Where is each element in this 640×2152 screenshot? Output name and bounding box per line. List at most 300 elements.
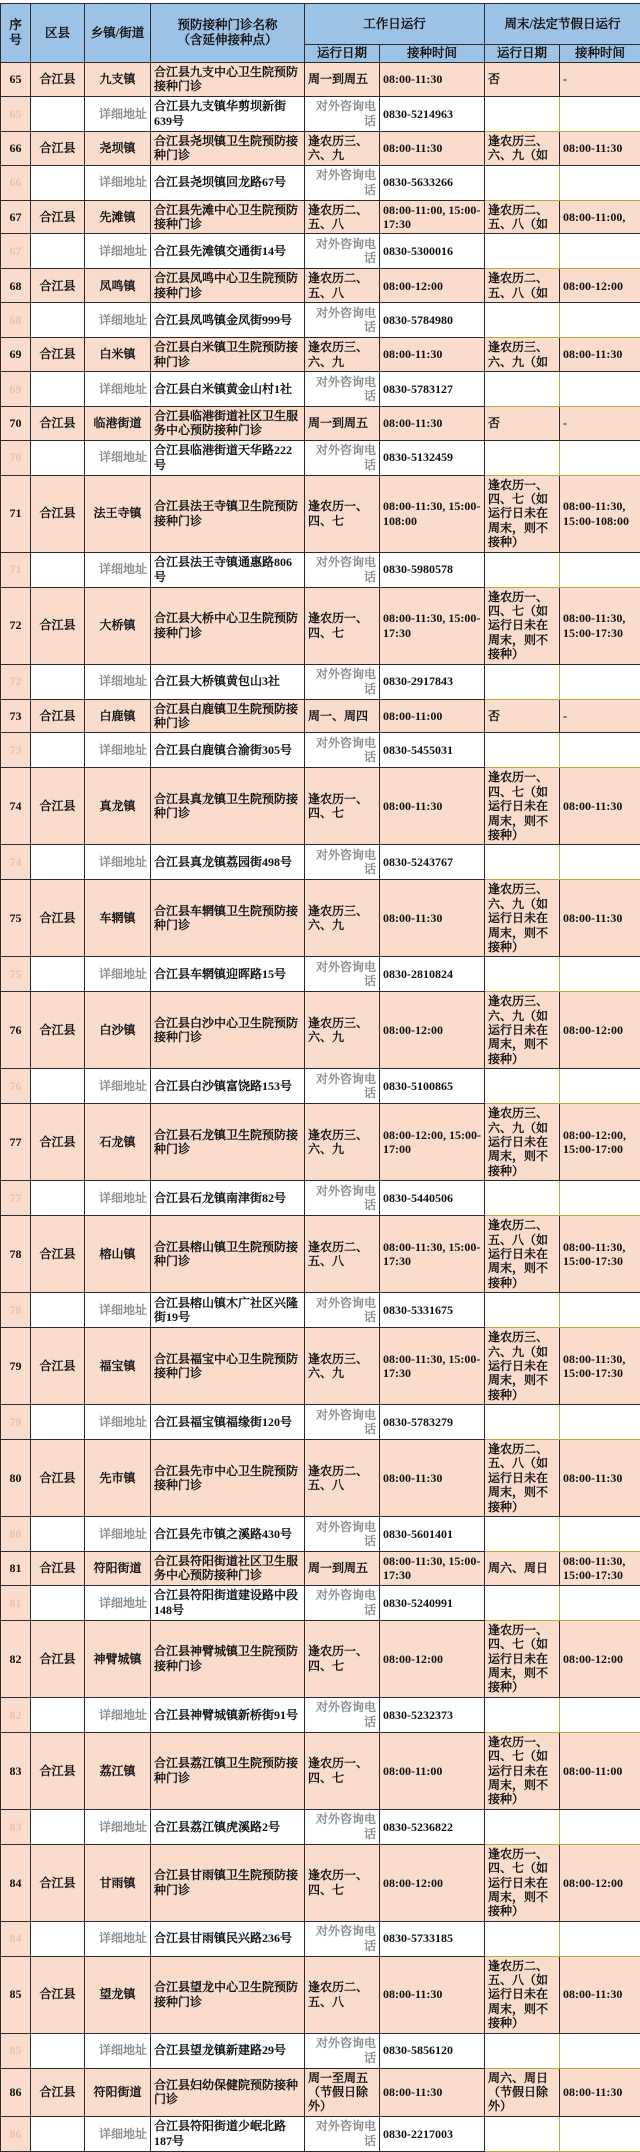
header-township: 乡镇/街道	[85, 4, 151, 63]
clinic-address-cell: 合江县尧坝镇回龙路67号	[151, 165, 305, 200]
clinic-row	[1, 1440, 640, 1517]
vaccination-clinic-table	[0, 3, 640, 2152]
consult-phone-label: 对外咨询电话	[305, 2033, 380, 2068]
township-cell: 福宝镇	[85, 1328, 151, 1405]
weekend-date-cell: 逢农历二、五、八（如	[485, 269, 560, 303]
clinic-name-cell: 合江县先滩中心卫生院预防接种门诊	[151, 200, 305, 234]
detail-serial-cell: 75	[1, 957, 31, 992]
clinic-address-cell: 合江县荔江镇虎溪路2号	[151, 1809, 305, 1844]
clinic-row	[1, 1216, 640, 1293]
weekend-time-empty-cell	[560, 1069, 640, 1104]
consult-phone-cell: 0830-5236822	[380, 1809, 485, 1844]
clinic-detail-row	[1, 303, 640, 338]
detail-address-label: 详细地址	[85, 440, 151, 475]
serial-cell: 79	[1, 1328, 31, 1405]
consult-phone-label: 对外咨询电话	[305, 957, 380, 992]
clinic-row	[1, 200, 640, 234]
district-cell: 合江县	[31, 1440, 85, 1517]
detail-district-cell	[31, 1517, 85, 1552]
detail-district-cell	[31, 165, 85, 200]
clinic-row	[1, 768, 640, 845]
weekday-time-cell: 08:00-11:30	[380, 1956, 485, 2033]
weekday-date-cell: 逢农历二、五、八	[305, 1216, 380, 1293]
weekday-time-cell: 08:00-11:30	[380, 131, 485, 165]
weekend-date-cell: 逢农历三、六、九（如运行日未在周末，则不接种）	[485, 992, 560, 1069]
township-cell: 临港街道	[85, 406, 151, 440]
weekday-date-cell: 周一至周五（节假日除外）	[305, 2068, 380, 2116]
clinic-address-cell: 合江县临港街道天华路222号	[151, 440, 305, 475]
clinic-name-cell: 合江县真龙镇卫生院预防接种门诊	[151, 768, 305, 845]
consult-phone-cell: 0830-5455031	[380, 733, 485, 768]
detail-serial-cell: 69	[1, 371, 31, 406]
clinic-row	[1, 1956, 640, 2033]
detail-address-label: 详细地址	[85, 1517, 151, 1552]
clinic-name-cell: 合江县法王寺镇卫生院预防接种门诊	[151, 475, 305, 552]
weekend-time-empty-cell	[560, 552, 640, 587]
clinic-name-cell: 合江县望龙中心卫生院预防接种门诊	[151, 1956, 305, 2033]
clinic-detail-row	[1, 1921, 640, 1956]
detail-serial-cell: 83	[1, 1809, 31, 1844]
weekend-time-empty-cell	[560, 1585, 640, 1620]
serial-cell: 85	[1, 1956, 31, 2033]
detail-address-label: 详细地址	[85, 1405, 151, 1440]
weekend-date-empty-cell	[485, 1697, 560, 1732]
consult-phone-label: 对外咨询电话	[305, 1921, 380, 1956]
clinic-detail-row	[1, 1697, 640, 1732]
weekend-time-empty-cell	[560, 303, 640, 338]
weekday-date-cell: 周一到周五	[305, 1552, 380, 1586]
weekend-time-cell: 08:00-11:30	[560, 131, 640, 165]
clinic-row	[1, 1732, 640, 1809]
consult-phone-label: 对外咨询电话	[305, 733, 380, 768]
clinic-detail-row	[1, 1069, 640, 1104]
township-cell: 真龙镇	[85, 768, 151, 845]
weekday-date-cell: 逢农历一、四、七	[305, 1620, 380, 1697]
header-district: 区县	[31, 4, 85, 63]
serial-cell: 78	[1, 1216, 31, 1293]
weekday-date-cell: 逢农历一、四、七	[305, 475, 380, 552]
weekend-date-cell: 逢农历一、四、七（如运行日未在周末，则不接种）	[485, 587, 560, 664]
clinic-detail-row	[1, 1585, 640, 1620]
weekend-time-cell: -	[560, 406, 640, 440]
weekend-date-empty-cell	[485, 165, 560, 200]
detail-address-label: 详细地址	[85, 733, 151, 768]
weekday-date-cell: 逢农历三、六、九	[305, 880, 380, 957]
detail-district-cell	[31, 1921, 85, 1956]
detail-address-label: 详细地址	[85, 165, 151, 200]
consult-phone-cell: 0830-5856120	[380, 2033, 485, 2068]
weekend-date-cell: 逢农历二、五、八（如	[485, 200, 560, 234]
consult-phone-cell: 0830-2217003	[380, 2116, 485, 2151]
township-cell: 荔江镇	[85, 1732, 151, 1809]
district-cell: 合江县	[31, 338, 85, 372]
detail-address-label: 详细地址	[85, 1585, 151, 1620]
weekend-time-empty-cell	[560, 2116, 640, 2151]
consult-phone-cell: 0830-5784980	[380, 303, 485, 338]
header-weekend-time: 接种时间	[560, 45, 640, 63]
weekend-time-cell: 08:00-11:30, 15:00-17:30	[560, 1328, 640, 1405]
consult-phone-label: 对外咨询电话	[305, 234, 380, 269]
weekend-time-cell: 08:00-11:30	[560, 2068, 640, 2116]
serial-cell: 82	[1, 1620, 31, 1697]
district-cell: 合江县	[31, 1104, 85, 1181]
detail-serial-cell: 66	[1, 165, 31, 200]
consult-phone-cell: 0830-5331675	[380, 1293, 485, 1328]
district-cell: 合江县	[31, 269, 85, 303]
consult-phone-cell: 0830-5240991	[380, 1585, 485, 1620]
weekend-date-empty-cell	[485, 1405, 560, 1440]
consult-phone-label: 对外咨询电话	[305, 1585, 380, 1620]
township-cell: 望龙镇	[85, 1956, 151, 2033]
consult-phone-label: 对外咨询电话	[305, 1809, 380, 1844]
clinic-detail-row	[1, 1517, 640, 1552]
clinic-row	[1, 406, 640, 440]
detail-serial-cell: 71	[1, 552, 31, 587]
detail-serial-cell: 80	[1, 1517, 31, 1552]
weekday-time-cell: 08:00-11:30	[380, 1440, 485, 1517]
consult-phone-label: 对外咨询电话	[305, 371, 380, 406]
clinic-row	[1, 475, 640, 552]
detail-district-cell	[31, 1697, 85, 1732]
detail-address-label: 详细地址	[85, 1697, 151, 1732]
weekend-date-empty-cell	[485, 845, 560, 880]
header-clinic-name-line1: 预防接种门诊名称	[154, 18, 301, 33]
header-weekend-run-date: 运行日期	[485, 45, 560, 63]
district-cell: 合江县	[31, 587, 85, 664]
detail-address-label: 详细地址	[85, 96, 151, 131]
weekday-time-cell: 08:00-11:30, 15:00-17:30	[380, 1328, 485, 1405]
weekend-date-cell: 否	[485, 63, 560, 97]
header-weekday-time: 接种时间	[380, 45, 485, 63]
detail-district-cell	[31, 845, 85, 880]
clinic-address-cell: 合江县符阳街道建设路中段148号	[151, 1585, 305, 1620]
clinic-row	[1, 2068, 640, 2116]
detail-district-cell	[31, 234, 85, 269]
consult-phone-cell: 0830-5100865	[380, 1069, 485, 1104]
weekend-date-cell: 逢农历一、四、七（如运行日未在周末，则不接种）	[485, 1620, 560, 1697]
clinic-row	[1, 880, 640, 957]
clinic-row	[1, 63, 640, 97]
consult-phone-cell: 0830-5132459	[380, 440, 485, 475]
detail-serial-cell: 76	[1, 1069, 31, 1104]
consult-phone-cell: 0830-2810824	[380, 957, 485, 992]
township-cell: 白米镇	[85, 338, 151, 372]
clinic-name-cell: 合江县符阳街道社区卫生服务中心预防接种门诊	[151, 1552, 305, 1586]
detail-serial-cell: 73	[1, 733, 31, 768]
district-cell: 合江县	[31, 2068, 85, 2116]
detail-serial-cell: 74	[1, 845, 31, 880]
weekend-time-empty-cell	[560, 1517, 640, 1552]
clinic-row	[1, 587, 640, 664]
consult-phone-label: 对外咨询电话	[305, 552, 380, 587]
weekend-date-empty-cell	[485, 552, 560, 587]
weekend-date-empty-cell	[485, 1181, 560, 1216]
detail-district-cell	[31, 1585, 85, 1620]
clinic-address-cell: 合江县真龙镇荔园街498号	[151, 845, 305, 880]
detail-district-cell	[31, 96, 85, 131]
township-cell: 凤鸣镇	[85, 269, 151, 303]
detail-district-cell	[31, 733, 85, 768]
weekday-time-cell: 08:00-12:00	[380, 269, 485, 303]
weekend-time-cell: 08:00-11:30, 15:00-17:30	[560, 1552, 640, 1586]
consult-phone-label: 对外咨询电话	[305, 1405, 380, 1440]
district-cell: 合江县	[31, 1620, 85, 1697]
township-cell: 先滩镇	[85, 200, 151, 234]
weekend-time-cell: 08:00-11:00,	[560, 200, 640, 234]
weekend-time-cell: 08:00-11:30	[560, 880, 640, 957]
consult-phone-cell: 0830-5980578	[380, 552, 485, 587]
detail-district-cell	[31, 1293, 85, 1328]
clinic-detail-row	[1, 1293, 640, 1328]
table-body	[1, 63, 640, 2152]
township-cell: 符阳街道	[85, 1552, 151, 1586]
header-weekday-group: 工作日运行	[305, 4, 485, 45]
weekday-date-cell: 周一到周五	[305, 63, 380, 97]
clinic-name-cell: 合江县尧坝镇卫生院预防接种门诊	[151, 131, 305, 165]
weekday-date-cell: 逢农历三、六、九	[305, 1104, 380, 1181]
township-cell: 法王寺镇	[85, 475, 151, 552]
serial-cell: 80	[1, 1440, 31, 1517]
weekend-date-empty-cell	[485, 234, 560, 269]
detail-district-cell	[31, 957, 85, 992]
clinic-address-cell: 合江县九支镇华剪坝新街639号	[151, 96, 305, 131]
weekday-date-cell: 逢农历二、五、八	[305, 1956, 380, 2033]
detail-serial-cell: 82	[1, 1697, 31, 1732]
detail-district-cell	[31, 371, 85, 406]
weekend-date-cell: 逢农历一、四、七（如运行日未在周末，则不接种）	[485, 1732, 560, 1809]
weekday-time-cell: 08:00-11:30, 15:00-108:00	[380, 475, 485, 552]
weekday-time-cell: 08:00-12:00	[380, 992, 485, 1069]
weekday-time-cell: 08:00-12:00	[380, 1844, 485, 1921]
township-cell: 甘雨镇	[85, 1844, 151, 1921]
serial-cell: 84	[1, 1844, 31, 1921]
clinic-row	[1, 131, 640, 165]
clinic-address-cell: 合江县望龙镇新建路29号	[151, 2033, 305, 2068]
weekend-date-cell: 逢农历一、四、七（如运行日未在周末，则不接种）	[485, 1844, 560, 1921]
weekend-date-cell: 逢农历二、五、八（如运行日未在周末，则不接种）	[485, 1440, 560, 1517]
weekday-time-cell: 08:00-12:00, 15:00-17:00	[380, 1104, 485, 1181]
weekend-time-empty-cell	[560, 957, 640, 992]
clinic-address-cell: 合江县石龙镇南津街82号	[151, 1181, 305, 1216]
weekend-date-empty-cell	[485, 733, 560, 768]
township-cell: 尧坝镇	[85, 131, 151, 165]
consult-phone-cell: 0830-5440506	[380, 1181, 485, 1216]
detail-serial-cell: 70	[1, 440, 31, 475]
weekend-time-empty-cell	[560, 845, 640, 880]
weekend-date-cell: 逢农历三、六、九（如运行日未在周末，则不接种）	[485, 1328, 560, 1405]
district-cell: 合江县	[31, 1552, 85, 1586]
weekend-time-cell: 08:00-11:30	[560, 768, 640, 845]
consult-phone-label: 对外咨询电话	[305, 1181, 380, 1216]
weekday-time-cell: 08:00-11:30, 15:00-17:30	[380, 1216, 485, 1293]
township-cell: 符阳街道	[85, 2068, 151, 2116]
detail-address-label: 详细地址	[85, 371, 151, 406]
consult-phone-label: 对外咨询电话	[305, 2116, 380, 2151]
weekend-time-cell: 08:00-12:00	[560, 992, 640, 1069]
township-cell: 白沙镇	[85, 992, 151, 1069]
weekday-date-cell: 周一、周四	[305, 699, 380, 733]
weekend-time-cell: -	[560, 63, 640, 97]
clinic-detail-row	[1, 234, 640, 269]
clinic-address-cell: 合江县榕山镇木广社区兴隆街19号	[151, 1293, 305, 1328]
weekday-time-cell: 08:00-11:30	[380, 338, 485, 372]
clinic-row	[1, 699, 640, 733]
clinic-detail-row	[1, 440, 640, 475]
consult-phone-cell: 0830-5783279	[380, 1405, 485, 1440]
detail-district-cell	[31, 1405, 85, 1440]
clinic-name-cell: 合江县临港街道社区卫生服务中心预防接种门诊	[151, 406, 305, 440]
weekend-date-empty-cell	[485, 1809, 560, 1844]
serial-cell: 70	[1, 406, 31, 440]
detail-address-label: 详细地址	[85, 2116, 151, 2151]
district-cell: 合江县	[31, 768, 85, 845]
weekend-date-cell: 逢农历三、六、九（如	[485, 131, 560, 165]
consult-phone-label: 对外咨询电话	[305, 664, 380, 699]
clinic-name-cell: 合江县荔江镇卫生院预防接种门诊	[151, 1732, 305, 1809]
weekend-time-cell: 08:00-11:30, 15:00-17:30	[560, 1216, 640, 1293]
weekend-date-cell: 逢农历三、六、九（如运行日未在周末，则不接种）	[485, 880, 560, 957]
weekend-time-cell: -	[560, 699, 640, 733]
township-cell: 神臂城镇	[85, 1620, 151, 1697]
serial-cell: 66	[1, 131, 31, 165]
serial-cell: 74	[1, 768, 31, 845]
township-cell: 榕山镇	[85, 1216, 151, 1293]
clinic-address-cell: 合江县白米镇黄金山村1社	[151, 371, 305, 406]
township-cell: 白鹿镇	[85, 699, 151, 733]
weekend-time-empty-cell	[560, 1697, 640, 1732]
district-cell: 合江县	[31, 880, 85, 957]
detail-district-cell	[31, 552, 85, 587]
detail-address-label: 详细地址	[85, 957, 151, 992]
consult-phone-label: 对外咨询电话	[305, 1293, 380, 1328]
weekend-date-empty-cell	[485, 957, 560, 992]
detail-address-label: 详细地址	[85, 664, 151, 699]
weekday-date-cell: 逢农历三、六、九	[305, 338, 380, 372]
weekday-date-cell: 逢农历一、四、七	[305, 1844, 380, 1921]
clinic-detail-row	[1, 845, 640, 880]
serial-cell: 81	[1, 1552, 31, 1586]
detail-serial-cell: 72	[1, 664, 31, 699]
clinic-detail-row	[1, 2116, 640, 2151]
detail-address-label: 详细地址	[85, 303, 151, 338]
weekend-date-empty-cell	[485, 303, 560, 338]
clinic-address-cell: 合江县符阳街道少岷北路187号	[151, 2116, 305, 2151]
weekday-date-cell: 逢农历二、五、八	[305, 269, 380, 303]
weekend-date-cell: 逢农历一、四、七（如运行日未在周末，则不接种）	[485, 475, 560, 552]
clinic-name-cell: 合江县榕山镇卫生院预防接种门诊	[151, 1216, 305, 1293]
detail-serial-cell: 86	[1, 2116, 31, 2151]
district-cell: 合江县	[31, 1956, 85, 2033]
weekend-date-cell: 逢农历三、六、九（如运行日未在周末，则不接种）	[485, 1104, 560, 1181]
clinic-name-cell: 合江县九支中心卫生院预防接种门诊	[151, 63, 305, 97]
detail-address-label: 详细地址	[85, 1809, 151, 1844]
weekend-time-empty-cell	[560, 96, 640, 131]
serial-cell: 65	[1, 63, 31, 97]
serial-cell: 68	[1, 269, 31, 303]
weekend-time-cell: 08:00-11:30	[560, 1956, 640, 2033]
weekday-date-cell: 逢农历一、四、七	[305, 768, 380, 845]
detail-serial-cell: 85	[1, 2033, 31, 2068]
serial-cell: 77	[1, 1104, 31, 1181]
detail-district-cell	[31, 303, 85, 338]
clinic-name-cell: 合江县先市中心卫生院预防接种门诊	[151, 1440, 305, 1517]
detail-address-label: 详细地址	[85, 552, 151, 587]
serial-cell: 71	[1, 475, 31, 552]
detail-serial-cell: 84	[1, 1921, 31, 1956]
header-weekend-group: 周末/法定节假日运行	[485, 4, 640, 45]
consult-phone-cell: 0830-2917843	[380, 664, 485, 699]
weekend-date-cell: 逢农历三、六、九（如	[485, 338, 560, 372]
weekend-date-empty-cell	[485, 664, 560, 699]
header-weekday-run-date: 运行日期	[305, 45, 380, 63]
detail-serial-cell: 77	[1, 1181, 31, 1216]
serial-cell: 69	[1, 338, 31, 372]
weekend-date-cell: 否	[485, 699, 560, 733]
clinic-detail-row	[1, 165, 640, 200]
detail-address-label: 详细地址	[85, 1069, 151, 1104]
weekday-time-cell: 08:00-11:00	[380, 1732, 485, 1809]
weekend-date-empty-cell	[485, 1293, 560, 1328]
serial-cell: 83	[1, 1732, 31, 1809]
clinic-detail-row	[1, 2033, 640, 2068]
detail-address-label: 详细地址	[85, 2033, 151, 2068]
township-cell: 车辋镇	[85, 880, 151, 957]
weekend-date-cell: 逢农历二、五、八（如运行日未在周末，则不接种）	[485, 1216, 560, 1293]
weekend-date-empty-cell	[485, 2116, 560, 2151]
weekend-time-cell: 08:00-11:30, 15:00-17:30	[560, 587, 640, 664]
consult-phone-cell: 0830-5232373	[380, 1697, 485, 1732]
clinic-row	[1, 338, 640, 372]
clinic-name-cell: 合江县车辋镇卫生院预防接种门诊	[151, 880, 305, 957]
detail-district-cell	[31, 1809, 85, 1844]
clinic-detail-row	[1, 96, 640, 131]
weekend-date-empty-cell	[485, 2033, 560, 2068]
district-cell: 合江县	[31, 1216, 85, 1293]
weekend-date-empty-cell	[485, 1069, 560, 1104]
clinic-name-cell: 合江县大桥中心卫生院预防接种门诊	[151, 587, 305, 664]
clinic-detail-row	[1, 552, 640, 587]
clinic-address-cell: 合江县先滩镇交通街14号	[151, 234, 305, 269]
weekend-time-empty-cell	[560, 1809, 640, 1844]
township-cell: 大桥镇	[85, 587, 151, 664]
serial-cell: 72	[1, 587, 31, 664]
weekday-date-cell: 周一到周五	[305, 406, 380, 440]
clinic-address-cell: 合江县白沙镇富饶路153号	[151, 1069, 305, 1104]
weekend-time-empty-cell	[560, 1921, 640, 1956]
district-cell: 合江县	[31, 406, 85, 440]
weekend-date-empty-cell	[485, 371, 560, 406]
clinic-row	[1, 1844, 640, 1921]
clinic-row	[1, 992, 640, 1069]
clinic-address-cell: 合江县白鹿镇合渝街305号	[151, 733, 305, 768]
weekend-time-empty-cell	[560, 733, 640, 768]
detail-district-cell	[31, 2033, 85, 2068]
consult-phone-label: 对外咨询电话	[305, 303, 380, 338]
clinic-address-cell: 合江县先市镇之溪路430号	[151, 1517, 305, 1552]
weekend-time-cell: 08:00-11:00	[560, 1732, 640, 1809]
weekend-time-empty-cell	[560, 1181, 640, 1216]
detail-address-label: 详细地址	[85, 845, 151, 880]
weekend-time-empty-cell	[560, 2033, 640, 2068]
weekend-date-cell: 否	[485, 406, 560, 440]
clinic-address-cell: 合江县凤鸣镇金凤街999号	[151, 303, 305, 338]
clinic-name-cell: 合江县白鹿镇卫生院预防接种门诊	[151, 699, 305, 733]
clinic-row	[1, 1620, 640, 1697]
weekend-time-empty-cell	[560, 1293, 640, 1328]
detail-district-cell	[31, 440, 85, 475]
consult-phone-label: 对外咨询电话	[305, 1697, 380, 1732]
weekend-time-empty-cell	[560, 1405, 640, 1440]
